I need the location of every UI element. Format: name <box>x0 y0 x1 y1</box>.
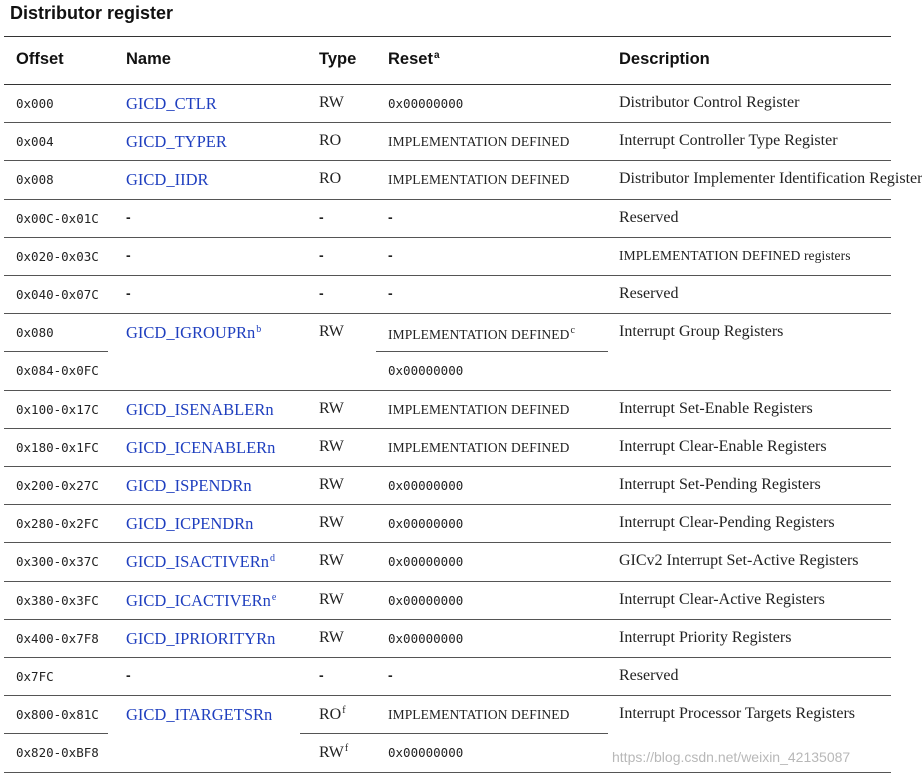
cell-text: Reserved <box>619 285 679 302</box>
row-divider <box>4 122 891 123</box>
offset-cell <box>16 669 54 684</box>
description-cell <box>619 514 835 532</box>
cell-text: - <box>126 285 131 301</box>
row-divider <box>4 504 891 505</box>
type-cell <box>319 514 344 532</box>
type-cell <box>319 323 344 341</box>
cell-text: Interrupt Set-Enable Registers <box>619 399 813 417</box>
register-name-link[interactable] <box>126 591 276 611</box>
cell-text: IMPLEMENTATION DEFINED <box>388 707 570 723</box>
row-divider <box>4 772 891 773</box>
type-cell <box>319 247 324 263</box>
cell-text: 0x00000000 <box>388 478 464 493</box>
cell-text: Interrupt Clear-Pending Registers <box>619 514 835 532</box>
cell-text: 0x00000000 <box>388 96 464 111</box>
cell-text: IMPLEMENTATION DEFINED <box>388 401 570 417</box>
page-title: Distributor register <box>10 3 174 23</box>
cell-text: Interrupt Controller Type Register <box>619 132 838 150</box>
footnote-marker: f <box>342 705 346 717</box>
cell-text: - <box>388 208 393 225</box>
cell-text: 0x00000000 <box>388 516 464 532</box>
cell-text: Interrupt Clear-Active Registers <box>619 590 825 608</box>
row-divider <box>4 428 891 429</box>
row-divider <box>4 619 891 620</box>
header-offset: Offset <box>16 50 64 68</box>
cell-text: RW <box>319 590 344 608</box>
row-divider <box>4 581 891 582</box>
cell-text: RO <box>319 170 342 188</box>
row-divider <box>4 542 891 543</box>
cell-text: 0x004 <box>16 134 54 150</box>
reset-cell <box>388 440 569 456</box>
cell-text: 0x800-0x81C <box>16 707 99 723</box>
cell-text: 0x00000000 <box>388 630 464 646</box>
register-name-link[interactable] <box>126 94 217 114</box>
watermark: https://blog.csdn.net/weixin_42135087 <box>612 749 851 765</box>
footnote-marker: a <box>433 50 440 61</box>
row-divider <box>4 237 891 238</box>
cell-text: 0x400-0x7F8 <box>16 630 99 646</box>
cell-text: Distributor Control Register <box>619 94 800 111</box>
cell-text: Interrupt Priority Registers <box>619 628 792 646</box>
cell-text: Reserved <box>619 667 679 684</box>
row-divider <box>4 733 108 734</box>
register-name-link[interactable] <box>126 438 275 458</box>
reset-cell <box>388 631 463 646</box>
cell-text: 0x000 <box>16 96 54 111</box>
reset-cell <box>388 707 569 723</box>
cell-text: - <box>126 208 131 225</box>
cell-text: GICD_ICENABLERn <box>126 437 276 457</box>
reset-cell <box>388 209 393 225</box>
row-divider <box>4 695 891 696</box>
register-name-link[interactable] <box>126 132 227 152</box>
type-cell <box>319 170 341 188</box>
cell-text: GICD_IIDR <box>126 170 209 190</box>
cell-text: Interrupt Group Registers <box>619 323 784 341</box>
reset-cell <box>388 745 463 760</box>
cell-text: 0x00000000 <box>388 363 464 379</box>
offset-cell <box>16 402 99 417</box>
description-cell <box>619 400 813 418</box>
description-cell <box>619 629 791 647</box>
reset-cell <box>388 172 569 188</box>
description-cell <box>619 247 851 265</box>
cell-text: Interrupt Processor Targets Registers <box>619 705 856 723</box>
description-cell <box>619 170 922 188</box>
cell-text: Interrupt Set-Pending Registers <box>619 476 821 493</box>
cell-text: 0x00000000 <box>388 592 464 608</box>
cell-text: RW <box>319 399 344 417</box>
cell-text: 0x300-0x37C <box>16 554 99 570</box>
header-name: Name <box>126 50 171 68</box>
footnote-marker: f <box>344 743 349 755</box>
register-name-link[interactable] <box>126 476 252 496</box>
cell-text: RW <box>319 628 344 646</box>
footnote-marker: b <box>256 324 262 336</box>
offset-cell <box>16 287 99 302</box>
reset-cell <box>388 363 463 378</box>
header-description: Description <box>619 50 710 68</box>
offset-cell <box>16 478 99 493</box>
reset-cell <box>388 247 393 263</box>
row-divider <box>4 275 891 276</box>
cell-text: 0x008 <box>16 172 54 188</box>
type-cell <box>319 132 341 150</box>
row-divider <box>4 390 891 391</box>
cell-text: GICD_ICPENDRn <box>126 514 254 534</box>
cell-text: 0x084-0x0FC <box>16 363 99 379</box>
cell-text: 0x380-0x3FC <box>16 592 99 608</box>
cell-text: GICD_ISENABLERn <box>126 399 274 419</box>
description-cell <box>619 132 838 150</box>
cell-text: GICD_ISPENDRn <box>126 476 252 495</box>
row-divider <box>4 160 891 161</box>
cell-text: 0x280-0x2FC <box>16 516 99 532</box>
type-cell <box>319 94 344 112</box>
offset-cell <box>16 554 99 569</box>
register-name-link[interactable] <box>126 170 209 190</box>
offset-cell <box>16 96 54 111</box>
type-cell <box>319 667 324 683</box>
cell-text: - <box>319 246 324 263</box>
row-divider <box>300 733 608 734</box>
row-divider <box>4 313 891 314</box>
cell-text: 0x00C-0x01C <box>16 210 99 226</box>
offset-cell <box>16 363 99 378</box>
description-cell <box>619 591 825 609</box>
cell-text: IMPLEMENTATION DEFINED registers <box>619 247 851 263</box>
cell-text: - <box>319 208 324 225</box>
cell-text: GICD_ISACTIVERn <box>126 552 269 572</box>
register-name-link[interactable] <box>126 629 275 649</box>
cell-text: RW <box>319 94 344 111</box>
footnote-marker: e <box>271 591 277 603</box>
offset-cell <box>16 707 99 722</box>
header-reset <box>388 50 440 69</box>
cell-text: 0x020-0x03C <box>16 248 99 264</box>
offset-cell <box>16 631 99 646</box>
offset-cell <box>16 134 54 149</box>
cell-text: GICD_ICACTIVERn <box>126 590 271 610</box>
cell-text: GICD_CTLR <box>126 94 217 113</box>
reset-cell <box>388 96 463 111</box>
reset-cell <box>388 325 575 343</box>
row-divider <box>4 657 891 658</box>
offset-cell <box>16 593 99 608</box>
cell-text: GICD_IGROUPRn <box>126 323 256 343</box>
top-rule <box>4 36 891 37</box>
reset-cell <box>388 285 393 301</box>
cell-text: - <box>126 667 131 683</box>
cell-text: RW <box>319 437 344 455</box>
name-cell <box>126 209 131 225</box>
type-cell <box>319 743 348 762</box>
cell-text: - <box>388 667 393 683</box>
type-cell <box>319 591 344 609</box>
register-name-link[interactable] <box>126 323 261 343</box>
offset-cell <box>16 440 99 455</box>
name-cell <box>126 247 131 263</box>
cell-text: - <box>319 285 324 301</box>
type-cell <box>319 476 344 494</box>
cell-text: Reserved <box>619 208 679 226</box>
header-rule <box>4 84 891 85</box>
cell-text: GICD_ITARGETSRn <box>126 705 273 725</box>
row-divider <box>4 351 108 352</box>
cell-text: RO <box>319 706 342 724</box>
type-cell <box>319 400 344 418</box>
reset-cell <box>388 478 463 493</box>
description-cell <box>619 323 783 341</box>
cell-text: 0x00000000 <box>388 554 464 570</box>
cell-text: - <box>388 246 393 263</box>
offset-cell <box>16 172 54 187</box>
reset-cell <box>388 593 463 608</box>
description-cell <box>619 667 679 685</box>
footnote-marker: c <box>570 325 576 337</box>
type-cell <box>319 209 324 225</box>
cell-text: - <box>319 667 324 683</box>
row-divider <box>376 351 608 352</box>
description-cell <box>619 94 799 112</box>
description-cell <box>619 476 821 494</box>
cell-text: 0x040-0x07C <box>16 287 99 302</box>
cell-text: RW <box>319 476 344 493</box>
cell-text: 0x7FC <box>16 669 54 684</box>
header-reset-label: Reset <box>388 50 433 68</box>
reset-cell <box>388 554 463 569</box>
cell-text: - <box>126 246 131 263</box>
name-cell <box>126 285 131 301</box>
reset-cell <box>388 516 463 531</box>
name-cell <box>126 667 131 683</box>
cell-text: IMPLEMENTATION DEFINED <box>388 439 570 455</box>
offset-cell <box>16 211 99 226</box>
cell-text: 0x080 <box>16 325 54 341</box>
cell-text: - <box>388 285 393 301</box>
type-cell <box>319 705 346 724</box>
footnote-marker: d <box>270 553 275 565</box>
type-cell <box>319 629 344 647</box>
cell-text: GICD_IPRIORITYRn <box>126 628 276 648</box>
reset-cell <box>388 402 569 418</box>
offset-cell <box>16 745 99 760</box>
offset-cell <box>16 516 99 531</box>
cell-text: 0x200-0x27C <box>16 478 99 493</box>
description-cell <box>619 209 679 227</box>
offset-cell <box>16 249 99 264</box>
row-divider <box>4 199 891 200</box>
cell-text: IMPLEMENTATION DEFINED <box>388 327 570 343</box>
row-divider <box>4 466 891 467</box>
cell-text: 0x180-0x1FC <box>16 439 99 455</box>
cell-text: RW <box>319 552 344 570</box>
cell-text: GICv2 Interrupt Set-Active Registers <box>619 552 859 570</box>
offset-cell <box>16 325 54 340</box>
register-name-link[interactable] <box>126 400 274 420</box>
description-cell <box>619 705 855 723</box>
header-type: Type <box>319 50 357 68</box>
cell-text: RW <box>319 323 344 341</box>
type-cell <box>319 552 344 570</box>
cell-text: Interrupt Clear-Enable Registers <box>619 437 827 455</box>
cell-text: 0x100-0x17C <box>16 401 99 417</box>
description-cell <box>619 285 679 303</box>
cell-text: RW <box>319 744 344 762</box>
cell-text: GICD_TYPER <box>126 132 227 152</box>
cell-text: 0x820-0xBF8 <box>16 745 99 761</box>
register-name-link[interactable] <box>126 552 275 572</box>
cell-text: IMPLEMENTATION DEFINED <box>388 134 570 150</box>
description-cell <box>619 438 827 456</box>
cell-text: RW <box>319 514 344 532</box>
register-name-link[interactable] <box>126 514 253 534</box>
cell-text: RO <box>319 132 342 150</box>
register-name-link[interactable] <box>126 705 272 725</box>
type-cell <box>319 438 344 456</box>
cell-text: 0x00000000 <box>388 745 464 761</box>
cell-text: Distributor Implementer Identification Register <box>619 170 922 188</box>
reset-cell <box>388 134 569 150</box>
type-cell <box>319 285 324 301</box>
description-cell <box>619 552 859 570</box>
reset-cell <box>388 667 393 683</box>
cell-text: IMPLEMENTATION DEFINED <box>388 172 570 188</box>
